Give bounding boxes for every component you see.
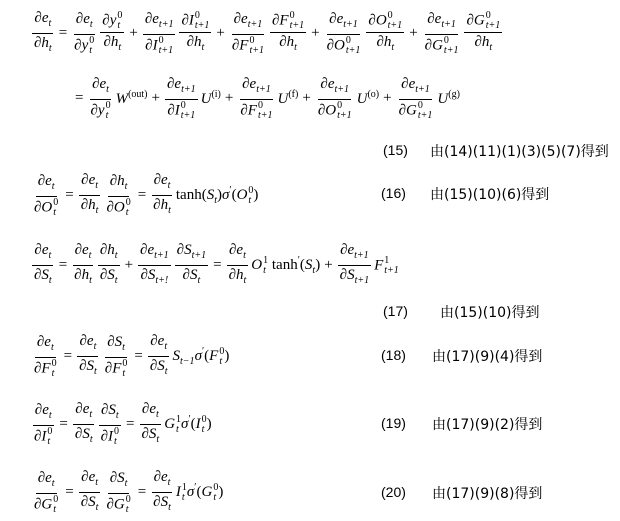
equation-19: $\partial e_t$ ∂I 0 t = $\frac{\partial e_t}{\partial S_t}$ $\partial S_t$ ∂I 0 t = $\frac{\partial e_t}{\partial S_t}$ G 1 t σ′(I 0 t ) xyxy=(34,401,212,447)
equation-number: (20) xyxy=(381,484,406,500)
equation-16: $\partial e_t$ ∂O 0 t = $\frac{\partial e_t}{\partial h_t}$ $\partial h_t$ ∂O 0 t = $\frac{\partial e_t}{\partial h_t}$ $\tanh(S_t)\sigma'(O$ 0 t ) xyxy=(34,172,259,218)
equation-source: 由(17)(9)(4)得到 xyxy=(432,349,543,365)
equation-number: (15) xyxy=(383,142,408,158)
equation-source: 由(17)(9)(8)得到 xyxy=(432,486,543,502)
equation-number: (18) xyxy=(381,347,406,363)
equation-source: 由(14)(11)(1)(3)(5)(7)得到 xyxy=(430,144,609,160)
equation-source: 由(15)(10)得到 xyxy=(440,305,540,321)
equation-18: $\partial e_t$ ∂F 0 t = $\frac{\partial e_t}{\partial S_t}$ $\partial S_t$ ∂F 0 t = $\frac{\partial e_t}{\partial S_t}$ $S_{t-1}\sigma'(F$ 0 t ) xyxy=(34,333,230,379)
equation-15-line2: = $\partial e_t$ ∂y 0 t $W^{(out)}$ + $\partial e_{t+1}$ ∂I 0 t+1 $U^{(i)}$ + $\partial e_{t+1}$ ∂F 0 t+1 $U^{(f)}$ + $\partial e_{t+1}$ ∂O 0 t+1 $U^{(o)}$ + $\partial e_{t+1}$ ∂G 0 t+1 $U^{(g)}$ xyxy=(75,76,460,121)
equation-source: 由(15)(10)(6)得到 xyxy=(430,187,550,203)
equation-source: 由(17)(9)(2)得到 xyxy=(432,417,543,433)
equation-17: $\frac{\partial e_t}{\partial S_t}$ = $\frac{\partial e_t}{\partial h_t}$ $\frac{\partial h_t}{\partial S_t}$ + $\frac{\partial e_{t+1}}{\partial S_{t+!}}$ $\frac{\partial S_{t+1}}{\partial S_t}$ = $\frac{\partial e_t}{\partial h_t}$ O 1 t $\tanh'(S_t)$ + $\frac{\partial e_{t+1}}{\partial S_{t+1}}$ F 1 t+1 xyxy=(34,242,399,286)
equation-number: (19) xyxy=(381,415,406,431)
equation-15-line1: $\frac{\partial e_t}{\partial h_t}$ = $\partial e_t$ ∂y 0 t ∂y 0 t $\partial h_t$ + $\partial e_{t+1}$ ∂I 0 t+1 ∂I 0 t+1 $\partial h_t$ + $\partial e_{t+1}$ ∂F 0 t+1 ∂F 0 t+1 $\partial h_t$ + $\partial e_{t+1}$ ∂O 0 t+1 ∂O 0 t+1 $\partial h_t$ + $\partial e_{t+1}$ ∂G 0 t+1 ∂G 0 t+1 $\partial h_t$ xyxy=(34,10,501,56)
equation-20: $\partial e_t$ ∂G 0 t = $\frac{\partial e_t}{\partial S_t}$ $\partial S_t$ ∂G 0 t = $\frac{\partial e_t}{\partial S_t}$ I 1 t σ′(G 0 t ) xyxy=(34,469,224,515)
equation-number: (17) xyxy=(383,303,408,319)
equation-number: (16) xyxy=(381,185,406,201)
